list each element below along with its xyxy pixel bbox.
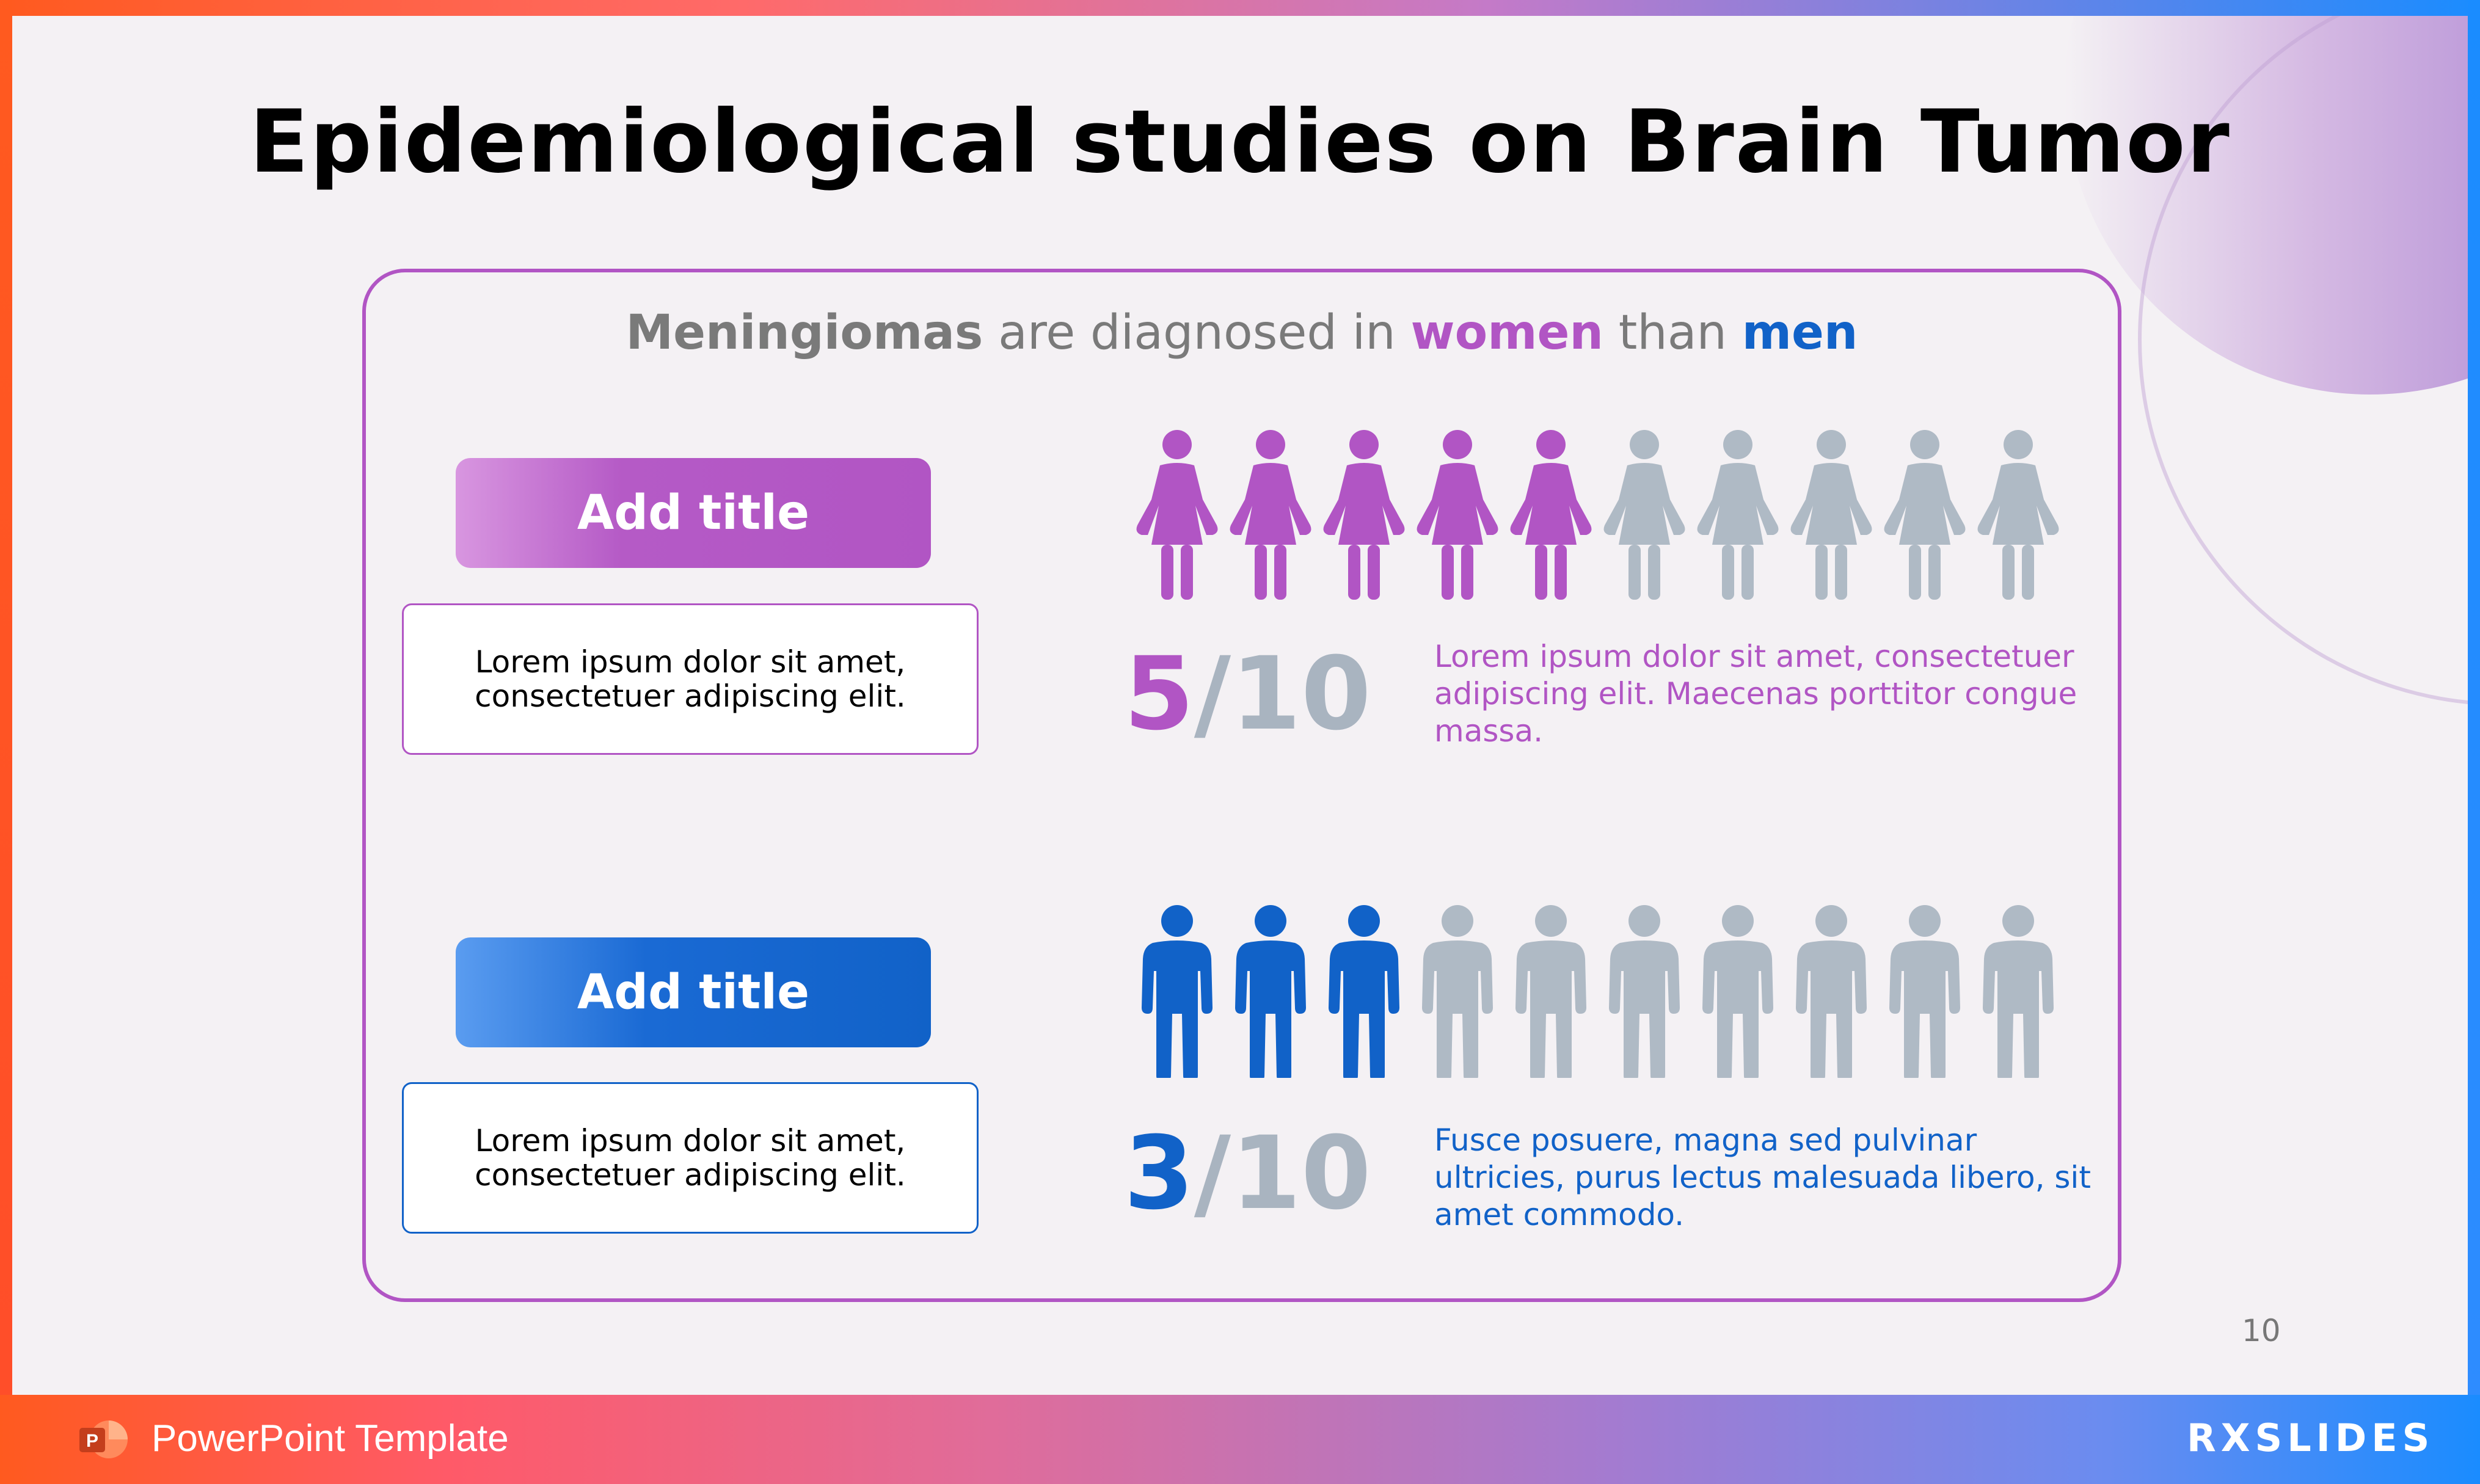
woman-icon <box>1597 427 1691 602</box>
headline-text-1: are diagnosed in <box>983 305 1411 360</box>
women-fraction <box>1124 635 1371 752</box>
slide-title: Epidemiological studies on Brain Tumor <box>249 92 2231 192</box>
woman-icon <box>1130 427 1224 602</box>
headline-meningiomas: Meningiomas <box>625 305 983 360</box>
page-number: 10 <box>2242 1313 2281 1348</box>
man-icon <box>1410 904 1504 1078</box>
man-icon <box>1971 904 2065 1078</box>
woman-icon <box>1224 427 1317 602</box>
women-description-text: Lorem ipsum dolor sit amet, consectetuer adipiscing elit. <box>475 644 906 714</box>
men-description-box[interactable] <box>402 1082 979 1234</box>
men-fraction <box>1124 1115 1371 1232</box>
women-title-button[interactable]: Add title <box>456 458 931 568</box>
man-icon <box>1130 904 1224 1078</box>
men-description-text: Lorem ipsum dolor sit amet, consectetuer adipiscing elit. <box>475 1123 906 1193</box>
woman-icon <box>1504 427 1597 602</box>
man-icon <box>1504 904 1597 1078</box>
headline-women: women <box>1410 305 1603 360</box>
woman-icon <box>1878 427 1971 602</box>
woman-icon <box>1691 427 1784 602</box>
woman-icon <box>1317 427 1410 602</box>
man-icon <box>1878 904 1971 1078</box>
footer-bar <box>0 1395 2480 1484</box>
headline-men: men <box>1741 305 1858 360</box>
men-title-button[interactable]: Add title <box>456 937 931 1047</box>
top-gradient-bar <box>0 0 2480 16</box>
woman-icon <box>1971 427 2065 602</box>
woman-icon <box>1410 427 1504 602</box>
man-icon <box>1597 904 1691 1078</box>
headline-text-2: than <box>1603 305 1742 360</box>
brand-logo: RXSLIDES <box>2187 1416 2435 1460</box>
women-icon-row <box>1130 427 2065 602</box>
woman-icon <box>1784 427 1878 602</box>
women-note: Lorem ipsum dolor sit amet, consectetuer adipiscing elit. Maecenas porttitor congue massa. <box>1434 639 2077 749</box>
man-icon <box>1317 904 1410 1078</box>
headline <box>362 305 2121 360</box>
svg-text:P: P <box>86 1431 99 1451</box>
men-icon-row <box>1130 904 2065 1078</box>
men-note: Fusce posuere, magna sed pulvinar ultricies, purus lectus malesuada libero, sit amet commodo. <box>1434 1122 2091 1232</box>
man-icon <box>1691 904 1784 1078</box>
footer-label: PowerPoint Template <box>151 1417 509 1460</box>
powerpoint-icon <box>78 1419 129 1460</box>
women-count: 5 <box>1124 635 1194 752</box>
women-total: /10 <box>1194 635 1371 752</box>
man-icon <box>1224 904 1317 1078</box>
right-gradient-bar <box>2468 0 2480 1484</box>
man-icon <box>1784 904 1878 1078</box>
left-gradient-bar <box>0 0 12 1484</box>
men-total: /10 <box>1194 1115 1371 1232</box>
women-description-box[interactable] <box>402 603 979 755</box>
men-count: 3 <box>1124 1115 1194 1232</box>
